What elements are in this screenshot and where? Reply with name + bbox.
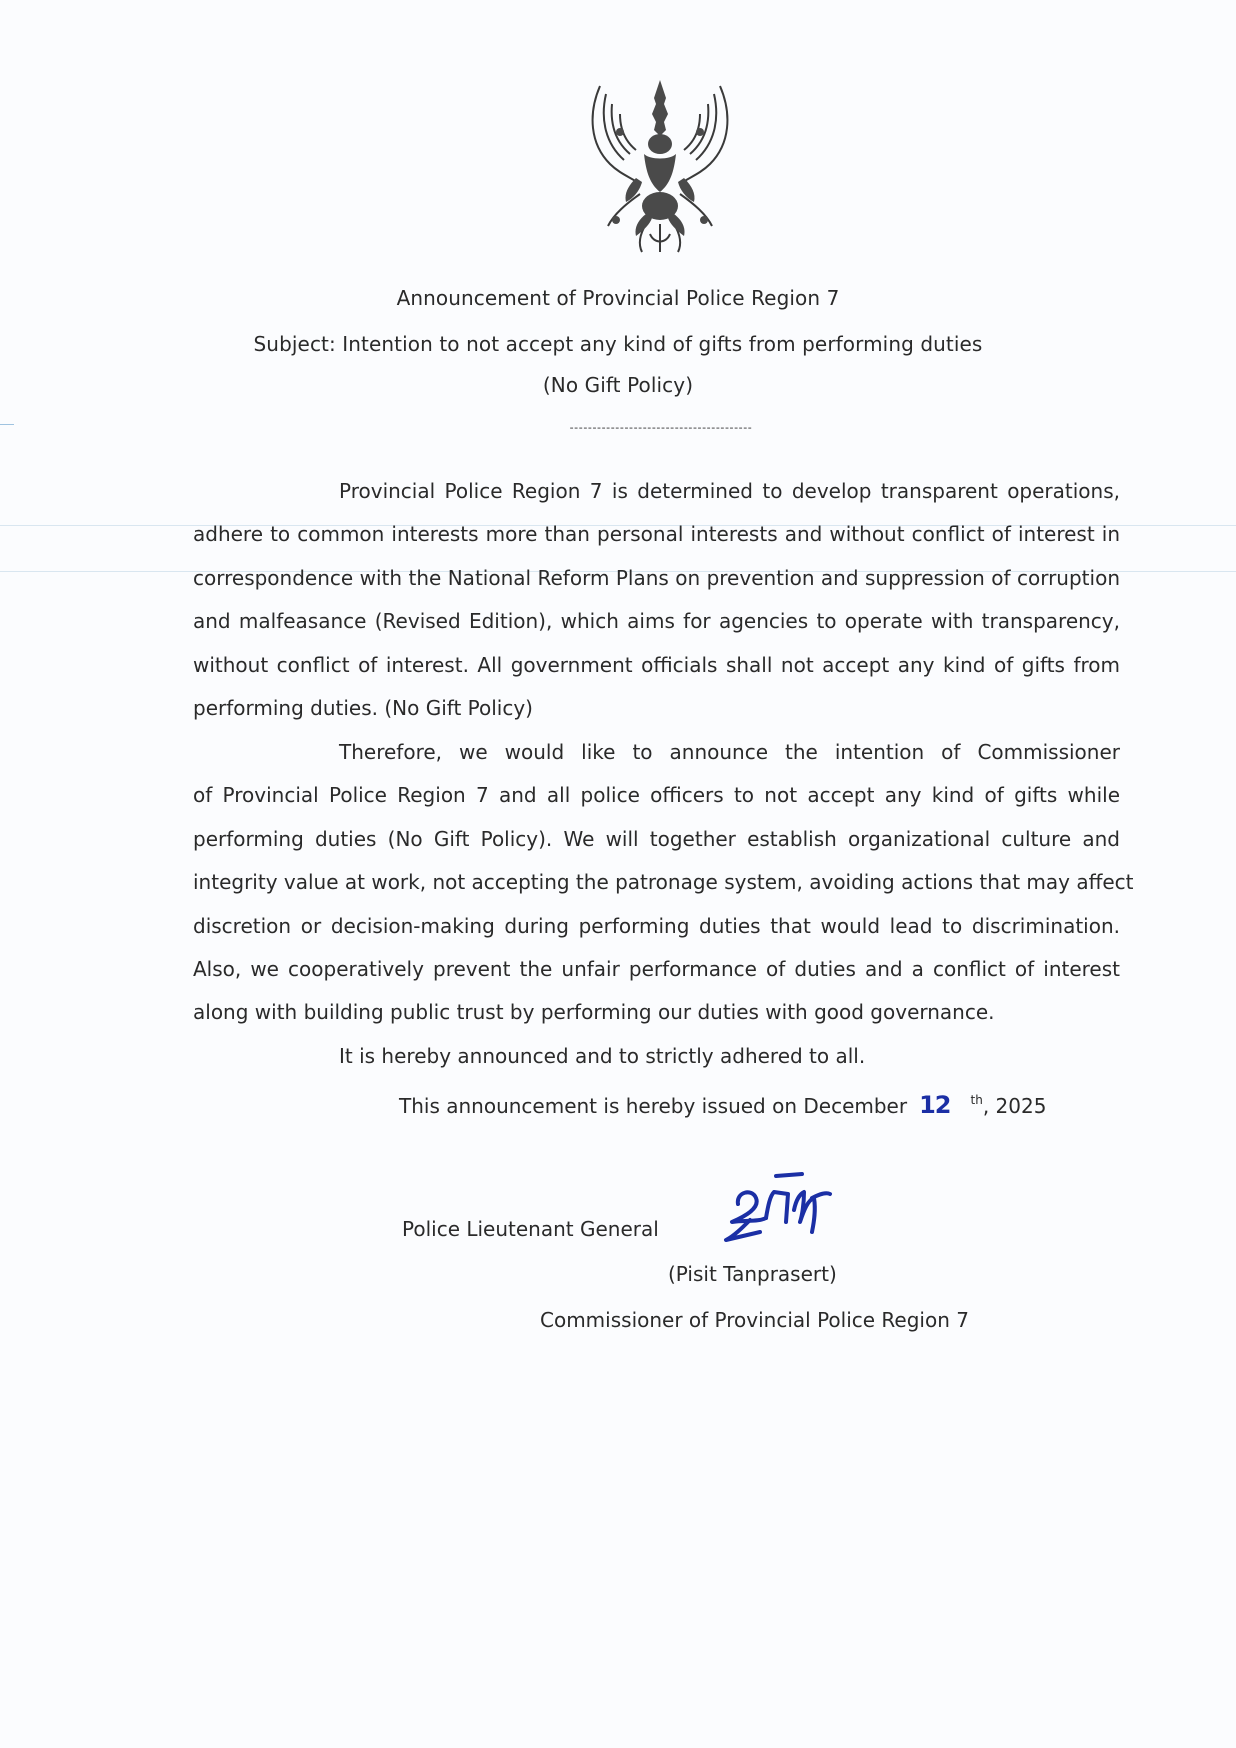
issue-year: , 2025 [982, 1094, 1047, 1118]
handwritten-signature [716, 1170, 836, 1246]
paragraph-2-line: Also, we cooperatively prevent the unfair performance of duties and a conflict of interest [193, 957, 1120, 981]
paragraph-1-line: performing duties. (No Gift Policy) [193, 696, 533, 720]
paragraph-2-line: of Provincial Police Region 7 and all police officers to not accept any kind of gifts while [193, 783, 1120, 807]
paragraph-2-line: integrity value at work, not accepting the patronage system, avoiding actions that may affect [193, 870, 1134, 894]
paragraph-1-line: correspondence with the National Reform Plans on prevention and suppression of corruption [193, 566, 1120, 590]
paragraph-2-line: along with building public trust by performing our duties with good governance. [193, 1000, 995, 1024]
dashed-separator: ---------------------------------------- [569, 421, 753, 434]
garuda-emblem [580, 74, 740, 254]
paragraph-2-line: performing duties (No Gift Policy). We will together establish organizational culture and [193, 827, 1120, 851]
day-ordinal-suffix: th [970, 1093, 983, 1107]
handwritten-day: 12 [919, 1091, 951, 1119]
issue-date-line [399, 1085, 1046, 1121]
signatory-position: Commissioner of Provincial Police Region 7 [540, 1308, 969, 1332]
paragraph-1-line: adhere to common interests more than personal interests and without conflict of interest in [193, 522, 1120, 546]
issue-date-prefix: This announcement is hereby issued on December [399, 1094, 908, 1118]
paragraph-1-line: without conflict of interest. All government officials shall not accept any kind of gifts from [193, 653, 1120, 677]
signatory-rank: Police Lieutenant General [402, 1217, 659, 1241]
paragraph-1-line: and malfeasance (Revised Edition), which aims for agencies to operate with transparency, [193, 609, 1120, 633]
policy-label: (No Gift Policy) [542, 373, 694, 397]
document-title: Announcement of Provincial Police Region 7 [396, 286, 840, 310]
paragraph-1-line: Provincial Police Region 7 is determined to develop transparent operations, [339, 479, 1120, 503]
document-subject: Subject: Intention to not accept any kind of gifts from performing duties [253, 332, 983, 356]
closing-statement: It is hereby announced and to strictly adhered to all. [339, 1044, 866, 1068]
paragraph-2-line: discretion or decision-making during performing duties that would lead to discrimination. [193, 914, 1120, 938]
scan-artifact-line [0, 424, 14, 425]
paragraph-2-line: Therefore, we would like to announce the intention of Commissioner [339, 740, 1120, 764]
signatory-name: (Pisit Tanprasert) [668, 1262, 837, 1286]
